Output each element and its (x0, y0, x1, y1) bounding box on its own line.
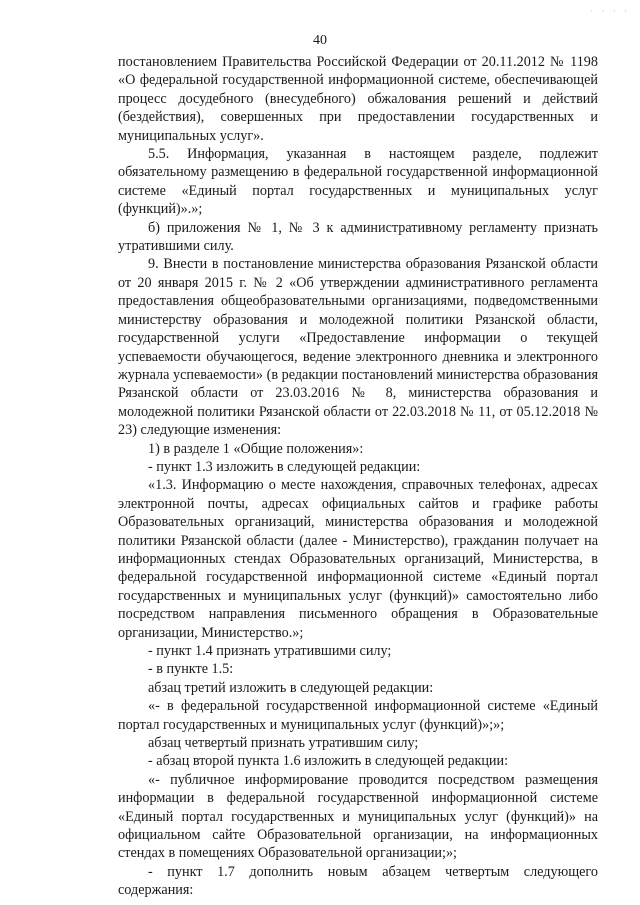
paragraph: б) приложения № 1, № 3 к административному регламенту признать утратившими силу. (118, 219, 598, 255)
paragraph: - пункт 1.7 дополнить новым абзацем четвертым следующего содержания: (118, 863, 598, 899)
paragraph: - абзац второй пункта 1.6 изложить в следующей редакции: (148, 753, 509, 770)
paragraph: «1.3. Информацию о месте нахождения, справочных телефонах, адресах электронной почты, адресах официальных сайтов и графике работы Образовательных организаций, министерства образования и молодежной политики Рязанской области (далее - Министерство), гражданин получает на информационных стендах Образовательных организаций, Министерства, в федеральной государственной информационной системе «Единый портал государственных и муниципальных услуг (функций)» самостоятельно либо посредством направления письменного обращения в Образовательные организации, Министерство.»; (118, 477, 598, 641)
document-body (118, 53, 598, 900)
paragraph: постановлением Правительства Российской Федерации от 20.11.2012 № 1198 «О федеральной государственной информационной системе, обеспечивающей процесс досудебного (внесудебного) обжалования решений и действий (бездействия), совершенных при предоставлении государственных и муниципальных услуг». (118, 54, 598, 144)
corner-mark: · · · · (590, 6, 630, 16)
paragraph: «- в федеральной государственной информационной системе «Единый портал государственных и муниципальных услуг (функций)»;»; (118, 698, 598, 733)
paragraph: абзац четвертый признать утратившим силу; (148, 735, 419, 752)
paragraph: «- публичное информирование проводится посредством размещения информации в федеральной государственной информационной системе «Единый портал государственных и муниципальных услуг (функций)» на официальном сайте Образовательной организации, на информационных стендах в помещениях Образовательной организации;»; (118, 771, 598, 862)
page-number: 40 (313, 33, 327, 48)
paragraph: 1) в разделе 1 «Общие положения»: (148, 440, 364, 457)
paragraph: 9. Внести в постановление министерства образования Рязанской области от 20 января 2015 г. № 2 «Об утверждении административного регламента предоставления общеобразовательными организациями, подведомственными министерству образования и молодежной политики Рязанской области, государственной услуги «Предоставление информации о текущей успеваемости обучающегося, ведение электронного дневника и электронного журнала успеваемости» (в редакции постановлений министерства образования Рязанской области от 23.03.2016 № 8, министерства образования и молодежной политики Рязанской области от 22.03.2018 № 11, от 05.12.2018 № 23) следующие изменения: (118, 256, 598, 439)
paragraph: - пункт 1.4 признать утратившими силу; (148, 643, 392, 659)
paragraph: - пункт 1.3 изложить в следующей редакции: (148, 458, 421, 475)
paragraph: - в пункте 1.5: (148, 661, 234, 678)
paragraph: 5.5. Информация, указанная в настоящем разделе, подлежит обязательному размещению в федеральной государственной информационной системе «Единый портал государственных и муниципальных услуг (функций)».»; (118, 146, 598, 218)
paragraph: абзац третий изложить в следующей редакции: (148, 679, 434, 696)
